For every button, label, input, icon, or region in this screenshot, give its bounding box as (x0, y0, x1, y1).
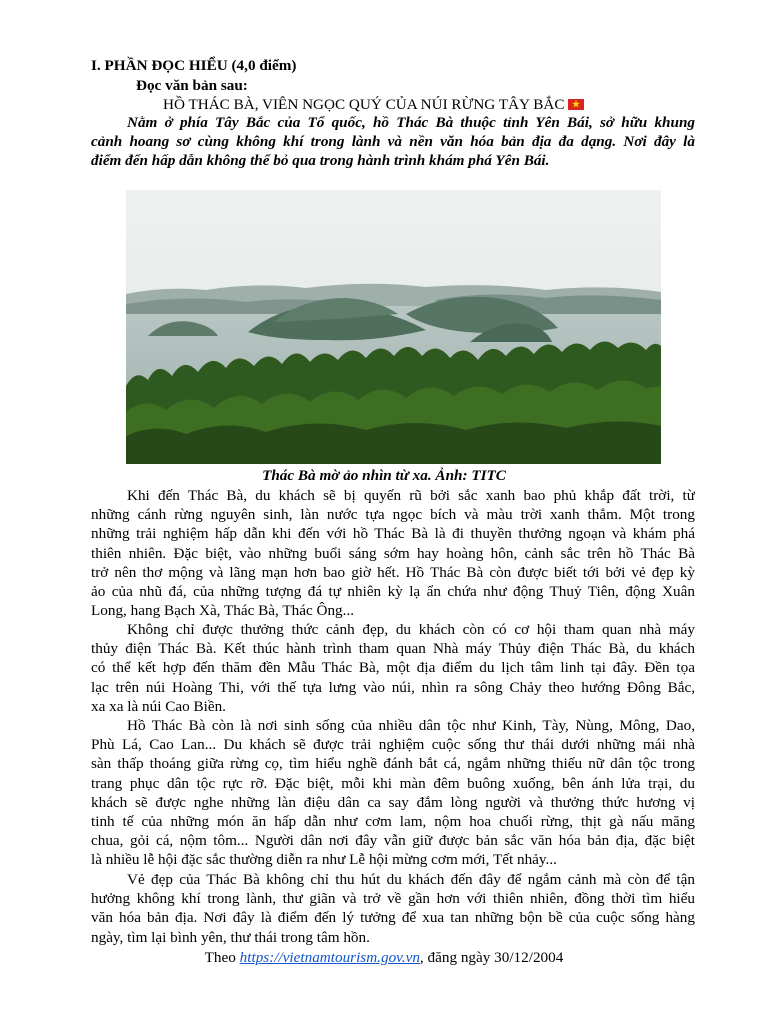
credit-prefix: Theo (204, 949, 240, 966)
vietnam-flag-icon (568, 99, 584, 110)
article-paragraph-2 (91, 620, 695, 716)
paragraph-line: thiên nhiên. Đặc biệt, vào những buổi sáng sớm hay hoàng hôn, cảnh sắc trên hồ Thác Bà (91, 544, 695, 562)
paragraph-line: trang phục dân tộc rực rỡ. Đặc biệt, mỗi khi màn đêm buông xuống, bên ánh lửa trại, du (91, 774, 695, 792)
intro-line: Nằm ở phía Tây Bắc của Tổ quốc, hồ Thác Bà thuộc tỉnh Yên Bái, sở hữu khung (127, 114, 695, 131)
paragraph-line: Long, hang Bạch Xà, Thác Bà, Thác Ông... (91, 602, 355, 620)
article-paragraph-3 (91, 716, 695, 870)
paragraph-line: ảo của nhũ đá, của những tượng đá tự nhiên kỳ lạ ẩn chứa như động Thuỷ Tiên, động Xuân (91, 582, 695, 600)
credit-date: , đăng ngày 30/12/2004 (419, 949, 564, 966)
intro-line: cảnh hoang sơ cùng không khí trong lành và nền văn hóa bản địa đa dạng. Nơi đây là (91, 133, 695, 151)
paragraph-line: Không chỉ được thưởng thức cảnh đẹp, du khách còn có cơ hội tham quan nhà máy (127, 621, 695, 638)
reading-instruction: Đọc văn bản sau: (136, 77, 248, 94)
photo-caption: Thác Bà mờ ảo nhìn từ xa. Ảnh: TITC (262, 467, 506, 484)
intro-paragraph (91, 113, 695, 171)
article-title (163, 95, 584, 114)
source-link[interactable]: https://vietnamtourism.gov.vn (239, 949, 420, 966)
article-paragraph-4 (91, 870, 695, 947)
paragraph-line: khách sẽ được nghe những làn điệu dân ca say đắm lòng người và thưởng thức hương vị (91, 793, 695, 811)
paragraph-line: trở nên thơ mộng và lãng mạn hơn bao giờ hết. Hồ Thác Bà còn được biết tới bởi vẻ đẹp kỳ (91, 563, 695, 581)
paragraph-line: có thể kết hợp đến thăm đền Mẫu Thác Bà, một địa điểm du lịch tâm linh tại đây. Đền tọa (91, 659, 695, 677)
paragraph-line: lạc trên núi Hoàng Thi, với thế tựa lưng vào núi, nhìn ra sông Chảy theo hướng Đông Bắc, (91, 678, 695, 696)
paragraph-line: những trải nghiệm hấp dẫn khi đến với hồ Thác Bà là đi thuyền thưởng ngoạn và khám phá (91, 525, 695, 543)
paragraph-line: chua, gỏi cá, nộm tôm... Người dân nơi đây vẫn giữ được bản sắc văn hóa bản địa, đặc biệt (91, 832, 695, 850)
article-title-text: HỒ THÁC BÀ, VIÊN NGỌC QUÝ CỦA NÚI RỪNG TÂY BẮC (163, 96, 565, 113)
paragraph-line: ngày, tìm lại bình yên, thư thái trong tâm hồn. (91, 928, 370, 946)
paragraph-line: tinh tế của những món ăn hấp dẫn như cơm lam, nộm hoa chuối rừng, thịt gà nấu măng (91, 812, 695, 830)
paragraph-line: văn hóa bản địa. Nơi đây là điểm đến lý tưởng để xua tan những bộn bề của cuộc sống hàng (91, 909, 695, 927)
paragraph-line: Hồ Thác Bà còn là nơi sinh sống của nhiều dân tộc như Kinh, Tày, Nùng, Mông, Dao, (127, 717, 695, 734)
intro-line: điểm đến hấp dẫn không thể bỏ qua trong hành trình khám phá Yên Bái. (91, 152, 550, 170)
section-heading: I. PHẦN ĐỌC HIỂU (4,0 điểm) (91, 57, 297, 74)
paragraph-line: Phù Lá, Cao Lan... Du khách sẽ được trải nghiệm cuộc sống thư thái dưới những mái nhà (91, 736, 695, 754)
paragraph-line: Vẻ đẹp của Thác Bà không chỉ thu hút du khách đến đây để ngắm cảnh mà còn để tận (127, 871, 695, 888)
paragraph-line: xa xa là núi Cao Biền. (91, 697, 226, 715)
paragraph-line: là nhiều lễ hội đặc sắc thường diễn ra như Lễ hội mừng cơm mới, Tết nhảy... (91, 851, 557, 869)
paragraph-line: Khi đến Thác Bà, du khách sẽ bị quyến rũ bởi sắc xanh bao phủ khắp đất trời, từ (127, 487, 695, 504)
article-paragraph-1 (91, 486, 695, 620)
paragraph-line: hưởng không khí trong lành, thư giãn và trở về gần hơn với thiên nhiên, đồng thời tìm hiểu (91, 890, 695, 908)
paragraph-line: thủy điện Thác Bà. Kết thúc hành trình tham quan Nhà máy Thủy điện Thác Bà, du khách (91, 640, 695, 658)
lake-photo (126, 190, 661, 464)
paragraph-line: những cánh rừng nguyên sinh, làn nước tựa ngọc bích và màu trời xanh thẳm. Một trong (91, 506, 695, 524)
paragraph-line: sàn thấp thoáng giữa rừng cọ, tìm hiểu nghề đánh bắt cá, ngắm những thiếu nữ dân tộc trong (91, 755, 695, 773)
source-credit (0, 948, 768, 967)
